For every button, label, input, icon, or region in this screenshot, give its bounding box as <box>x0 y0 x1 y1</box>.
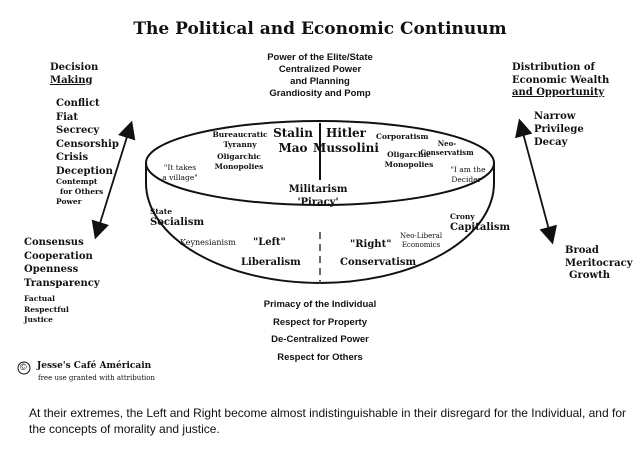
top-line-4: Grandiosity and Pomp <box>269 87 371 99</box>
left-top-heading <box>50 62 98 87</box>
bottom-line-3: De-Centralized Power <box>271 334 369 345</box>
top-line-2: Centralized Power <box>278 63 362 75</box>
left-item-deception: Deception <box>56 165 113 177</box>
right-item-meritocracy: Meritocracy <box>565 257 633 269</box>
left-heading-line-2: Making <box>50 74 93 86</box>
bottom-line-4: Respect for Others <box>277 351 363 363</box>
bureaucratic-tyranny <box>212 130 267 150</box>
left-item-contempt: Contempt <box>56 177 98 186</box>
left-top-items <box>56 97 119 179</box>
right-heading-line-2: Economic Wealth <box>512 74 610 86</box>
right-top-heading <box>512 62 609 100</box>
bureaucratic-line-2: Tyranny <box>223 140 257 149</box>
decider-quote-line-2: Decider" <box>451 175 485 184</box>
left-item-consensus: Consensus <box>24 237 84 248</box>
neo-liberal-line-2: Economics <box>401 241 441 249</box>
neo-conservatism-line-2: Conservatism <box>420 148 474 157</box>
left-item-conflict: Conflict <box>56 98 100 109</box>
state-label: State <box>150 207 172 216</box>
left-item-justice: Justice <box>24 315 53 324</box>
right-heading-line-3: and Opportunity <box>512 87 605 98</box>
right-item-privilege: Privilege <box>534 124 584 135</box>
credit-note: free use granted with attribution <box>38 374 156 382</box>
village-quote-line-2: a village" <box>162 173 198 182</box>
crony-label: Crony <box>450 212 475 221</box>
top-line-1: Power of the Elite/State <box>267 52 373 63</box>
militarism-label: Militarism <box>288 184 348 195</box>
village-quote-line-1: "It takes <box>163 163 197 172</box>
stalin-mao <box>273 126 313 156</box>
conservatism-label: Conservatism <box>340 257 417 268</box>
oligarchic-left-line-1: Oligarchic <box>217 152 261 161</box>
decider-quote <box>450 165 485 185</box>
copyright-symbol: © <box>20 362 27 372</box>
left-item-fiat: Fiat <box>56 111 78 123</box>
village-quote <box>162 163 197 183</box>
bottom-block <box>264 296 376 366</box>
oligarchic-left-line-2: Monopolies <box>214 162 264 171</box>
page-title: The Political and Economic Continuum <box>133 19 507 39</box>
bottom-line-2: Respect for Property <box>273 316 367 328</box>
left-item-power: Power <box>56 197 82 206</box>
right-item-growth: Growth <box>569 270 610 281</box>
neo-conservatism-line-1: Neo- <box>437 139 457 148</box>
capitalism-label: Capitalism <box>450 222 511 233</box>
decider-quote-line-1: "I am the <box>450 165 486 174</box>
liberalism-label: Liberalism <box>241 257 301 268</box>
right-item-broad: Broad <box>565 245 599 256</box>
left-item-respectful: Respectful <box>24 304 69 314</box>
right-item-narrow: Narrow <box>534 111 576 122</box>
oligarchic-right-line-1: Oligarchic <box>387 150 431 159</box>
top-line-3: and Planning <box>290 75 350 87</box>
mao-label: Mao <box>278 141 308 155</box>
left-label: "Left" <box>253 237 286 248</box>
left-top-small-items <box>56 177 103 207</box>
left-heading-line-1: Decision <box>50 62 99 73</box>
left-item-openness: Openness <box>24 264 79 275</box>
right-top-items <box>534 110 584 149</box>
bottom-line-1: Primacy of the Individual <box>263 299 377 310</box>
mussolini-label: Mussolini <box>313 141 379 155</box>
left-item-transparency: Transparency <box>24 277 100 289</box>
hitler-mussolini <box>313 126 379 156</box>
left-item-for-others: for Others <box>60 187 104 196</box>
militarism-piracy <box>289 183 348 209</box>
oligarchic-monopolies-right <box>385 150 434 170</box>
right-bottom-items <box>565 245 633 283</box>
piracy-label: 'Piracy' <box>297 197 339 208</box>
oligarchic-monopolies-left <box>215 152 264 172</box>
oligarchic-right-line-2: Monopolies <box>384 160 434 169</box>
left-item-cooperation: Cooperation <box>24 250 93 262</box>
right-heading-line-1: Distribution of <box>512 62 595 73</box>
left-item-secrecy: Secrecy <box>56 125 100 137</box>
stalin-label: Stalin <box>273 126 313 140</box>
caption: At their extremes, the Left and Right become almost indistinguishable in their disregard for the Individual, and for the concepts of morality and justice. <box>29 406 626 436</box>
top-block <box>267 52 373 100</box>
credit-name: Jesse's Café Américain <box>37 361 152 371</box>
left-item-censorship: Censorship <box>56 138 119 150</box>
left-item-crisis: Crisis <box>56 152 89 164</box>
socialism-label: Socialism <box>150 217 205 228</box>
state-socialism <box>150 207 204 229</box>
left-bottom-items <box>24 236 100 290</box>
neo-liberal-line-1: Neo-Liberal <box>399 232 443 240</box>
hitler-label: Hitler <box>326 126 366 140</box>
bureaucratic-line-1: Bureaucratic <box>212 130 268 139</box>
left-item-factual: Factual <box>24 294 55 303</box>
left-bottom-small-items <box>24 294 69 326</box>
right-item-decay: Decay <box>534 137 568 148</box>
right-label: "Right" <box>350 239 392 250</box>
keynesianism-label: Keynesianism <box>180 238 236 247</box>
neo-liberal-economics <box>400 232 442 250</box>
crony-capitalism <box>450 212 510 234</box>
corporatism-label: Corporatism <box>376 132 429 141</box>
